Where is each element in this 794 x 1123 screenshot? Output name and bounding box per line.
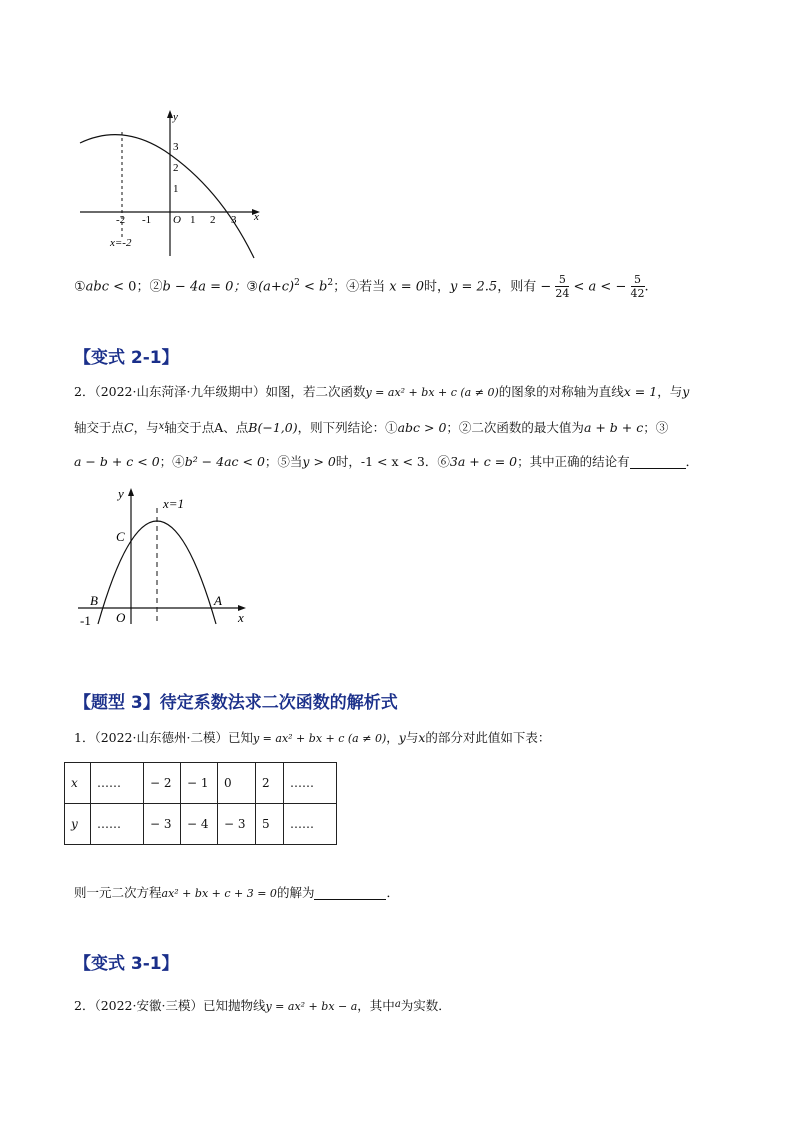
graph-1 <box>70 108 270 260</box>
q2-text: ；④ <box>159 454 185 469</box>
q2-answer-blank[interactable] <box>630 454 686 469</box>
q2-point-c: C <box>124 420 134 435</box>
sup-2b: 2 <box>327 278 334 288</box>
q2-three: 3a + c = 0 <box>449 454 518 469</box>
graph2-label-neg1: -1 <box>80 613 91 628</box>
graph2-label-a: A <box>214 593 222 608</box>
table-cell: …… <box>284 804 337 845</box>
q2-max: a + b + c <box>583 420 644 435</box>
graph2-y-label: y <box>118 486 124 501</box>
q3-yvar: y <box>398 730 406 745</box>
q4-text: ，其中 <box>357 998 395 1013</box>
yeq-text: y = 2.5 <box>450 279 498 295</box>
fraction-2-num: 5 <box>631 273 645 287</box>
q2-xvar: x <box>158 421 165 432</box>
q4-avar: a <box>394 999 401 1010</box>
table-cell: − 2 <box>144 763 181 804</box>
graph2-label-c: C <box>116 529 125 544</box>
q2-disc: b² − 4ac < 0 <box>184 454 265 469</box>
fraction-2-den: 42 <box>630 287 645 301</box>
q3-function: y = ax² + bx + c (a ≠ 0) <box>252 732 387 745</box>
mid-text: < a < − <box>569 279 627 295</box>
q2-text: ；②二次函数的最大值为 <box>446 420 584 435</box>
q2-text: 的图象的对称轴为直线 <box>498 384 624 399</box>
fraction-1-den: 24 <box>555 287 570 301</box>
then-text: ，则有 − <box>497 279 552 295</box>
table-cell: 0 <box>218 763 256 804</box>
table-cell: …… <box>284 763 337 804</box>
q2-text: ；其中正确的结论有 <box>517 454 630 469</box>
conclusion-line <box>74 273 649 300</box>
q3-answer-blank[interactable] <box>314 885 386 900</box>
q2-function: y = ax² + bx + c (a ≠ 0) <box>365 386 499 399</box>
q2-text: ；⑤当 <box>264 454 303 469</box>
q2-abc: abc > 0 <box>397 420 447 435</box>
q2-text: 2．（2022·山东菏泽·九年级期中）如图，若二次函数 <box>74 384 366 399</box>
q2-line-3 <box>74 452 698 472</box>
q2-point-b: B(−1,0) <box>248 420 298 435</box>
q2-text: ，则下列结论：① <box>297 420 398 435</box>
q4-text: 2．（2022·安徽·三模）已知抛物线 <box>74 998 266 1013</box>
q4-equation: y = ax² + bx − a <box>265 1000 358 1013</box>
q2-line-2 <box>74 417 668 438</box>
graph2-y-arrow <box>128 488 134 496</box>
graph1-x-label: x <box>254 211 259 223</box>
q2-text: 轴交于点A、点 <box>164 420 249 435</box>
q2-text: ． <box>685 454 699 469</box>
graph1-xtick: -1 <box>142 214 152 226</box>
table-cell: − 3 <box>144 804 181 845</box>
heading-variant-3-1: 【变式 3-1】 <box>74 954 179 974</box>
q4-text: 为实数． <box>400 998 451 1013</box>
q3-text: 的部分对此值如下表： <box>425 730 551 745</box>
graph1-xtick: 2 <box>210 214 216 226</box>
heading-variant-2-1: 【变式 2-1】 <box>74 348 179 368</box>
table-cell: y <box>65 804 91 845</box>
fraction-1-num: 5 <box>555 273 569 287</box>
q3-text: 1．（2022·山东德州·二模）已知 <box>74 730 253 745</box>
graph1-ytick: 2 <box>173 162 179 174</box>
sup-2: 2 <box>294 278 300 288</box>
graph1-axis-label: x=-2 <box>110 237 132 249</box>
graph1-y-label: y <box>173 111 178 123</box>
q3-xvar: x <box>418 730 426 745</box>
graph1-parabola <box>80 135 254 258</box>
q2-text: 时，-1 < x < 3．⑥ <box>335 454 450 469</box>
b4a-text: b − 4a = 0； <box>162 279 247 295</box>
graph1-ytick: 1 <box>173 183 179 195</box>
semi-text: ； <box>333 279 347 295</box>
table-cell: x <box>65 763 91 804</box>
ltb-text: < b <box>299 279 328 295</box>
value-table <box>64 762 337 845</box>
q2-sym: x = 1 <box>623 384 658 399</box>
q2-yvar: y <box>682 384 690 399</box>
graph1-xtick: -2 <box>116 214 126 226</box>
when-text: 时， <box>424 279 451 295</box>
q3-text: 与 <box>405 730 419 745</box>
table-cell: − 1 <box>181 763 218 804</box>
table-cell: 5 <box>256 804 284 845</box>
table-cell: …… <box>91 804 144 845</box>
q2-line-1 <box>74 382 689 403</box>
item-2: ② <box>149 279 163 295</box>
item-3: ③ <box>246 279 259 295</box>
graph1-xtick: 3 <box>231 214 237 226</box>
heading-type-3: 【题型 3】待定系数法求二次函数的解析式 <box>74 693 398 713</box>
q2-text: ，与 <box>133 420 159 435</box>
item-1: ① <box>74 279 86 295</box>
graph2-label-b: B <box>90 593 98 608</box>
lt0-text: < 0； <box>109 279 150 295</box>
item-4: ④若当 <box>346 279 390 295</box>
graph1-origin: O <box>173 214 181 226</box>
graph1-xtick: 1 <box>190 214 196 226</box>
table-cell: − 4 <box>181 804 218 845</box>
q3b-text: 的解为 <box>276 885 315 900</box>
table-cell: 2 <box>256 763 284 804</box>
fraction-2 <box>631 273 645 300</box>
q3b-equation: ax² + bx + c + 3 = 0 <box>161 887 277 900</box>
graph2-label-o: O <box>116 610 126 625</box>
graph2-axis-label: x=1 <box>163 496 185 511</box>
graph2-x-label: x <box>238 610 244 625</box>
q4-line-1 <box>74 995 451 1017</box>
q3-line-1 <box>74 728 550 749</box>
apc-text: (a+c) <box>258 279 295 295</box>
q3-line-2 <box>74 883 399 904</box>
q3b-text: ． <box>386 885 399 900</box>
abc-text: abc <box>85 279 110 295</box>
table-cell: − 3 <box>218 804 256 845</box>
graph1-ytick: 3 <box>173 141 179 153</box>
q2-text: ；③ <box>643 420 669 435</box>
table-row <box>65 763 337 804</box>
end-text: . <box>644 279 649 295</box>
table-cell: …… <box>91 763 144 804</box>
table-row <box>65 804 337 845</box>
graph-2 <box>74 484 254 632</box>
q3b-text: 则一元二次方程 <box>74 885 162 900</box>
q2-text: ，与 <box>657 384 683 399</box>
fraction-1 <box>555 273 569 300</box>
xeq-text: x = 0 <box>389 279 425 295</box>
q2-ygt: y > 0 <box>302 454 336 469</box>
q2-text: 轴交于点 <box>74 420 125 435</box>
q3-text: ， <box>386 730 399 745</box>
q2-expr: a − b + c < 0 <box>74 454 160 469</box>
